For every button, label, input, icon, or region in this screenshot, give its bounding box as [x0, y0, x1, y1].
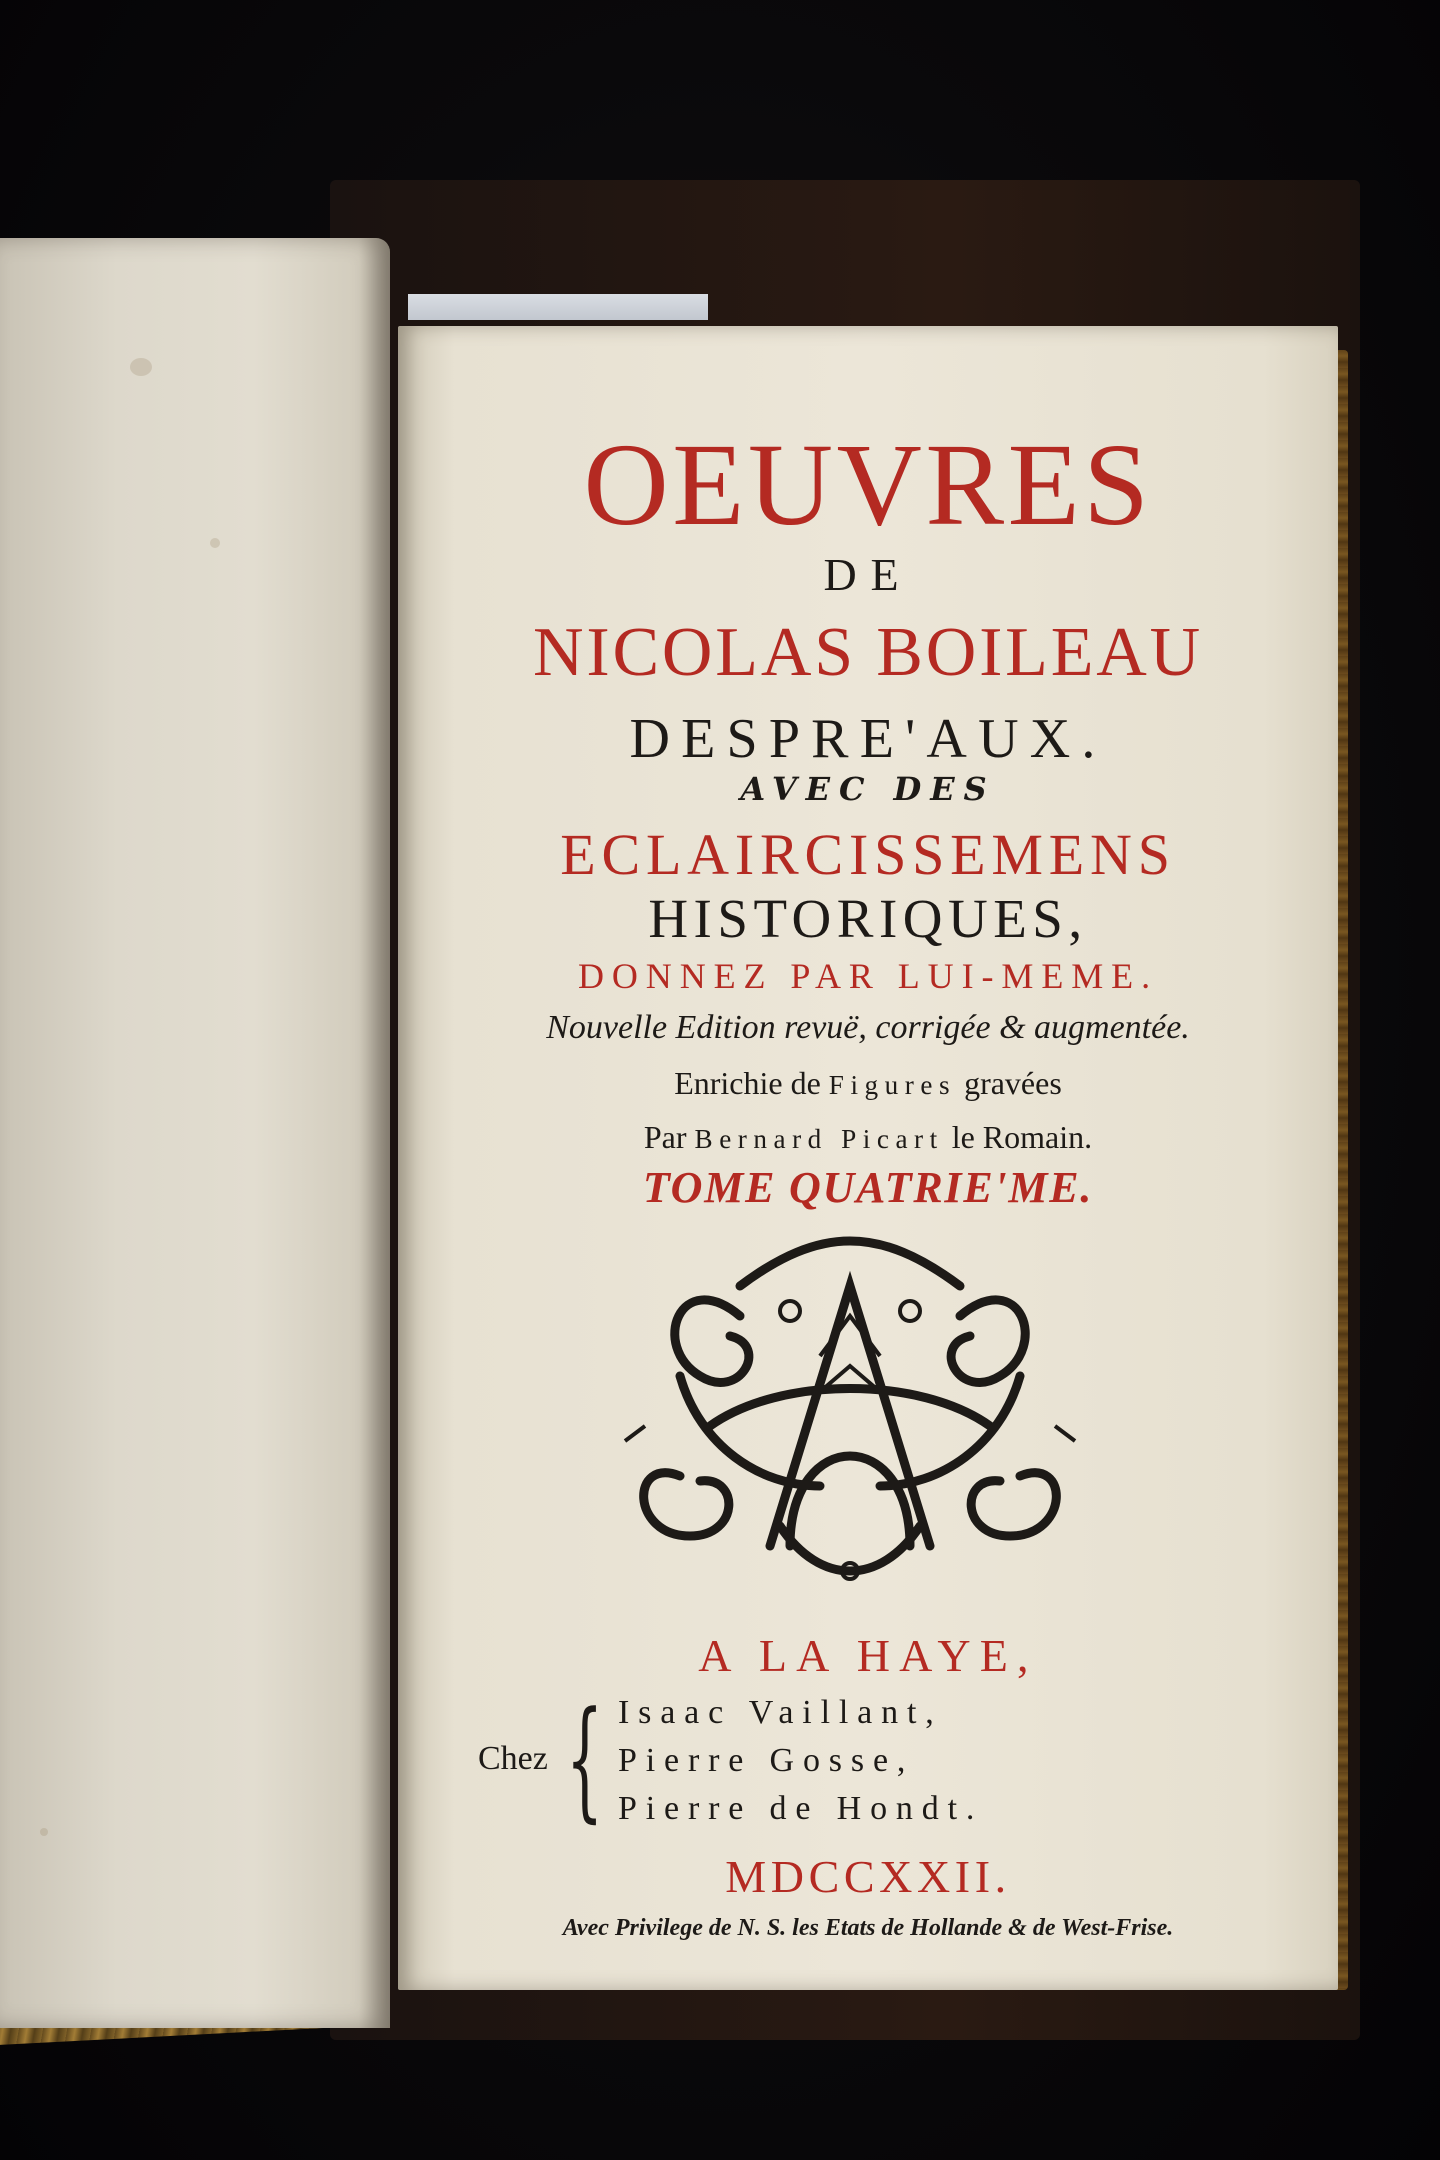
tome-quatrieme: TOME QUATRIE'ME. [642, 1163, 1094, 1212]
monogram-ornament [620, 1226, 1080, 1596]
engraver-line [398, 1121, 1338, 1153]
foxing-spot [130, 358, 152, 376]
privilege-line: Avec Privilege de N. S. les Etats de Hollande & de West-Frise. [562, 1915, 1174, 1941]
edition-note: Nouvelle Edition revuë, corrigée & augmentée. [546, 1009, 1190, 1046]
par-text-b: le Romain. [943, 1119, 1093, 1155]
publisher-3: Pierre de Hondt. [618, 1790, 984, 1827]
enrichie-text-a: Enrichie de [674, 1065, 829, 1101]
left-blank-page [0, 238, 390, 2028]
title-page [398, 326, 1338, 1990]
brace-glyph: { [566, 1683, 604, 1835]
historiques: HISTORIQUES, [648, 888, 1088, 949]
paper-tab [408, 294, 708, 320]
publisher-2: Pierre Gosse, [618, 1742, 915, 1779]
foxing-spot [40, 1828, 48, 1836]
chez-label: Chez [478, 1740, 548, 1777]
publisher-block [478, 1683, 1298, 1848]
title-oeuvres: OEUVRES [583, 419, 1153, 550]
engraver-name: Bernard Picart [694, 1124, 944, 1154]
publication-date: MDCCXXII. [725, 1851, 1011, 1902]
foxing-spot [210, 538, 220, 548]
par-text-a: Par [643, 1119, 695, 1155]
place-of-publication: A LA HAYE, [698, 1630, 1038, 1681]
avec-des: AVEC DES [740, 770, 996, 808]
eclaircissemens: ECLAIRCISSEMENS [560, 822, 1176, 887]
enrichie-text-b: gravées [956, 1065, 1062, 1101]
publisher-1: Isaac Vaillant, [618, 1694, 943, 1731]
enrichie-line [398, 1067, 1338, 1099]
donnez-par-lui-meme: DONNEZ PAR LUI-MEME. [577, 956, 1159, 996]
enrichie-figures: Figures [828, 1070, 957, 1100]
title-de: DE [823, 549, 913, 600]
author-surname: DESPRE'AUX. [629, 708, 1107, 770]
author-name: NICOLAS BOILEAU [532, 614, 1204, 691]
